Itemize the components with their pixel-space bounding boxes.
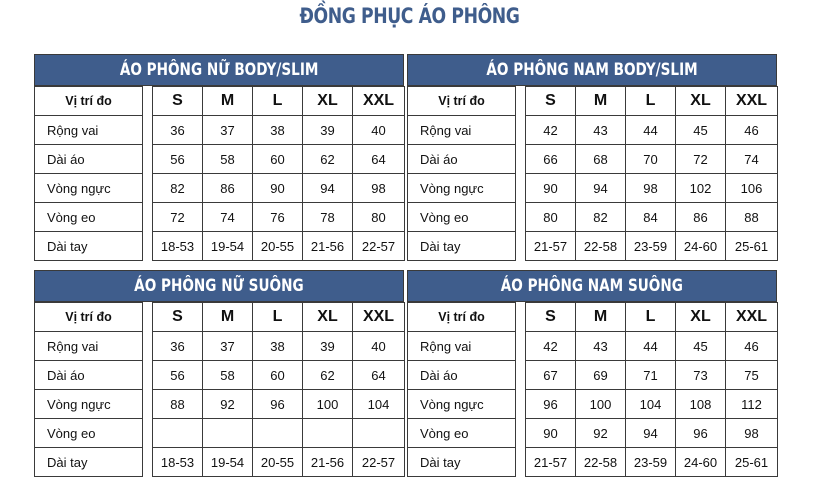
measurement-value: 20-55 xyxy=(253,448,303,477)
size-header: L xyxy=(253,87,303,116)
measurement-value: 90 xyxy=(526,174,576,203)
measurement-value: 42 xyxy=(526,332,576,361)
size-header: XL xyxy=(303,87,353,116)
spacer-cell xyxy=(516,116,526,145)
size-header: M xyxy=(576,87,626,116)
measurement-value: 94 xyxy=(303,174,353,203)
measurement-value: 60 xyxy=(253,145,303,174)
measurement-value: 19-54 xyxy=(203,448,253,477)
table-row xyxy=(35,174,405,203)
spacer-cell xyxy=(516,361,526,390)
measurement-value: 67 xyxy=(526,361,576,390)
measurement-value: 22-57 xyxy=(353,448,405,477)
measurement-value: 78 xyxy=(303,203,353,232)
measurement-value: 38 xyxy=(253,332,303,361)
size-header: XXL xyxy=(726,303,778,332)
spacer-cell xyxy=(516,419,526,448)
spacer-cell xyxy=(143,145,153,174)
size-chart-women-body-slim xyxy=(34,54,404,261)
measurement-value: 70 xyxy=(626,145,676,174)
measurement-value: 98 xyxy=(726,419,778,448)
table-header-row xyxy=(408,87,778,116)
measurement-value: 37 xyxy=(203,332,253,361)
measurement-value: 98 xyxy=(626,174,676,203)
measurement-label: Vòng ngực xyxy=(408,174,516,203)
table-row xyxy=(35,332,405,361)
measurement-value: 100 xyxy=(303,390,353,419)
table-header-row xyxy=(35,303,405,332)
measurement-value: 45 xyxy=(676,332,726,361)
size-header: S xyxy=(526,303,576,332)
measurement-label: Vòng eo xyxy=(35,203,143,232)
position-header: Vị trí đo xyxy=(408,303,516,332)
measurement-value: 102 xyxy=(676,174,726,203)
measurement-value: 22-58 xyxy=(576,232,626,261)
measurement-value: 96 xyxy=(253,390,303,419)
measurement-value: 71 xyxy=(626,361,676,390)
measurement-value: 96 xyxy=(526,390,576,419)
measurement-label: Dài tay xyxy=(408,232,516,261)
measurement-value: 94 xyxy=(576,174,626,203)
measurement-value: 76 xyxy=(253,203,303,232)
spacer-cell xyxy=(516,390,526,419)
measurement-value: 21-57 xyxy=(526,448,576,477)
measurement-value: 24-60 xyxy=(676,448,726,477)
measurement-label: Dài tay xyxy=(35,232,143,261)
measurement-value: 38 xyxy=(253,116,303,145)
measurement-value: 74 xyxy=(203,203,253,232)
size-header: XL xyxy=(303,303,353,332)
measurement-value: 90 xyxy=(526,419,576,448)
measurement-value: 56 xyxy=(153,145,203,174)
measurement-value: 45 xyxy=(676,116,726,145)
measurement-value: 21-56 xyxy=(303,448,353,477)
measurement-value: 64 xyxy=(353,361,405,390)
measurement-value: 36 xyxy=(153,332,203,361)
measurement-value: 92 xyxy=(203,390,253,419)
measurement-value: 25-61 xyxy=(726,448,778,477)
measurement-value: 108 xyxy=(676,390,726,419)
measurement-value: 19-54 xyxy=(203,232,253,261)
measurement-label: Rộng vai xyxy=(408,116,516,145)
measurement-value: 18-53 xyxy=(153,448,203,477)
measurement-value: 36 xyxy=(153,116,203,145)
measurement-value: 82 xyxy=(153,174,203,203)
table-row xyxy=(408,232,778,261)
measurement-value: 80 xyxy=(353,203,405,232)
measurement-value: 18-53 xyxy=(153,232,203,261)
position-header: Vị trí đo xyxy=(35,87,143,116)
table-row xyxy=(35,203,405,232)
table-row xyxy=(35,116,405,145)
measurement-value: 80 xyxy=(526,203,576,232)
size-chart-women-loose xyxy=(34,270,404,477)
measurement-value: 62 xyxy=(303,361,353,390)
spacer-cell xyxy=(143,303,153,332)
table-title xyxy=(407,54,777,86)
measurement-label: Dài áo xyxy=(35,145,143,174)
table-title-text: ÁO PHÔNG NỮ SUÔNG xyxy=(134,276,304,296)
measurement-value: 44 xyxy=(626,116,676,145)
size-table xyxy=(34,302,405,477)
table-row xyxy=(408,332,778,361)
measurement-value: 23-59 xyxy=(626,448,676,477)
measurement-value xyxy=(153,419,203,448)
size-header: L xyxy=(253,303,303,332)
measurement-value: 68 xyxy=(576,145,626,174)
measurement-value: 40 xyxy=(353,332,405,361)
table-title xyxy=(34,54,404,86)
measurement-value: 72 xyxy=(153,203,203,232)
table-row xyxy=(408,361,778,390)
measurement-label: Vòng eo xyxy=(408,203,516,232)
measurement-label: Dài tay xyxy=(408,448,516,477)
measurement-value: 104 xyxy=(626,390,676,419)
size-header: XXL xyxy=(726,87,778,116)
measurement-value: 22-58 xyxy=(576,448,626,477)
measurement-value: 74 xyxy=(726,145,778,174)
measurement-value xyxy=(353,419,405,448)
measurement-value xyxy=(203,419,253,448)
table-row xyxy=(35,361,405,390)
measurement-value: 72 xyxy=(676,145,726,174)
measurement-label: Dài áo xyxy=(408,145,516,174)
measurement-value: 46 xyxy=(726,116,778,145)
table-row xyxy=(408,419,778,448)
measurement-value: 88 xyxy=(726,203,778,232)
measurement-value: 39 xyxy=(303,332,353,361)
size-header: XXL xyxy=(353,303,405,332)
measurement-value xyxy=(253,419,303,448)
size-chart-men-body-slim xyxy=(407,54,777,261)
position-header: Vị trí đo xyxy=(35,303,143,332)
spacer-cell xyxy=(143,332,153,361)
measurement-value: 94 xyxy=(626,419,676,448)
table-row xyxy=(408,145,778,174)
size-table xyxy=(407,86,778,261)
measurement-value: 86 xyxy=(203,174,253,203)
measurement-value: 56 xyxy=(153,361,203,390)
measurement-value: 96 xyxy=(676,419,726,448)
measurement-value: 58 xyxy=(203,145,253,174)
table-header-row xyxy=(35,87,405,116)
measurement-value: 82 xyxy=(576,203,626,232)
measurement-label: Vòng eo xyxy=(35,419,143,448)
size-header: XL xyxy=(676,87,726,116)
spacer-cell xyxy=(516,203,526,232)
table-row xyxy=(408,116,778,145)
table-title xyxy=(34,270,404,302)
measurement-label: Vòng ngực xyxy=(408,390,516,419)
spacer-cell xyxy=(516,87,526,116)
page-title: ĐỒNG PHỤC ÁO PHÔNG xyxy=(299,4,520,28)
spacer-cell xyxy=(143,448,153,477)
spacer-cell xyxy=(143,116,153,145)
size-header: S xyxy=(526,87,576,116)
measurement-value: 60 xyxy=(253,361,303,390)
table-row xyxy=(408,203,778,232)
measurement-value: 104 xyxy=(353,390,405,419)
spacer-cell xyxy=(143,232,153,261)
spacer-cell xyxy=(516,232,526,261)
spacer-cell xyxy=(143,390,153,419)
measurement-value: 21-57 xyxy=(526,232,576,261)
table-header-row xyxy=(408,303,778,332)
measurement-value: 62 xyxy=(303,145,353,174)
spacer-cell xyxy=(516,145,526,174)
measurement-value: 20-55 xyxy=(253,232,303,261)
size-header: M xyxy=(203,87,253,116)
measurement-value: 90 xyxy=(253,174,303,203)
measurement-label: Dài tay xyxy=(35,448,143,477)
table-row xyxy=(35,390,405,419)
measurement-value: 37 xyxy=(203,116,253,145)
table-row xyxy=(408,448,778,477)
measurement-value: 98 xyxy=(353,174,405,203)
table-row xyxy=(35,145,405,174)
measurement-value: 84 xyxy=(626,203,676,232)
measurement-label: Rộng vai xyxy=(35,332,143,361)
spacer-cell xyxy=(143,361,153,390)
size-table xyxy=(407,302,778,477)
size-header: M xyxy=(203,303,253,332)
size-header: XXL xyxy=(353,87,405,116)
table-row xyxy=(408,174,778,203)
table-title-text: ÁO PHÔNG NAM BODY/SLIM xyxy=(486,60,698,80)
spacer-cell xyxy=(143,87,153,116)
table-row xyxy=(35,419,405,448)
table-row xyxy=(35,232,405,261)
table-row xyxy=(408,390,778,419)
measurement-value: 43 xyxy=(576,332,626,361)
spacer-cell xyxy=(516,332,526,361)
spacer-cell xyxy=(143,419,153,448)
measurement-label: Vòng ngực xyxy=(35,174,143,203)
measurement-label: Vòng eo xyxy=(408,419,516,448)
measurement-value: 23-59 xyxy=(626,232,676,261)
measurement-value: 42 xyxy=(526,116,576,145)
measurement-value: 43 xyxy=(576,116,626,145)
size-header: L xyxy=(626,87,676,116)
measurement-value: 40 xyxy=(353,116,405,145)
measurement-label: Dài áo xyxy=(35,361,143,390)
measurement-value: 44 xyxy=(626,332,676,361)
size-chart-men-loose xyxy=(407,270,777,477)
measurement-value: 69 xyxy=(576,361,626,390)
spacer-cell xyxy=(516,174,526,203)
measurement-value: 106 xyxy=(726,174,778,203)
size-header: S xyxy=(153,87,203,116)
measurement-value: 86 xyxy=(676,203,726,232)
measurement-value: 66 xyxy=(526,145,576,174)
measurement-value: 22-57 xyxy=(353,232,405,261)
measurement-value: 39 xyxy=(303,116,353,145)
spacer-cell xyxy=(143,203,153,232)
measurement-value: 75 xyxy=(726,361,778,390)
measurement-value xyxy=(303,419,353,448)
measurement-value: 21-56 xyxy=(303,232,353,261)
table-title-text: ÁO PHÔNG NAM SUÔNG xyxy=(500,276,684,296)
measurement-value: 58 xyxy=(203,361,253,390)
table-row xyxy=(35,448,405,477)
measurement-label: Rộng vai xyxy=(35,116,143,145)
size-header: XL xyxy=(676,303,726,332)
measurement-value: 88 xyxy=(153,390,203,419)
size-header: M xyxy=(576,303,626,332)
spacer-cell xyxy=(516,303,526,332)
measurement-value: 92 xyxy=(576,419,626,448)
table-title-text: ÁO PHÔNG NỮ BODY/SLIM xyxy=(119,60,319,80)
spacer-cell xyxy=(516,448,526,477)
measurement-label: Rộng vai xyxy=(408,332,516,361)
spacer-cell xyxy=(143,174,153,203)
position-header: Vị trí đo xyxy=(408,87,516,116)
measurement-value: 100 xyxy=(576,390,626,419)
measurement-value: 46 xyxy=(726,332,778,361)
table-title xyxy=(407,270,777,302)
measurement-value: 64 xyxy=(353,145,405,174)
measurement-value: 24-60 xyxy=(676,232,726,261)
measurement-label: Vòng ngực xyxy=(35,390,143,419)
measurement-value: 25-61 xyxy=(726,232,778,261)
size-header: L xyxy=(626,303,676,332)
measurement-label: Dài áo xyxy=(408,361,516,390)
size-header: S xyxy=(153,303,203,332)
size-table xyxy=(34,86,405,261)
measurement-value: 112 xyxy=(726,390,778,419)
measurement-value: 73 xyxy=(676,361,726,390)
